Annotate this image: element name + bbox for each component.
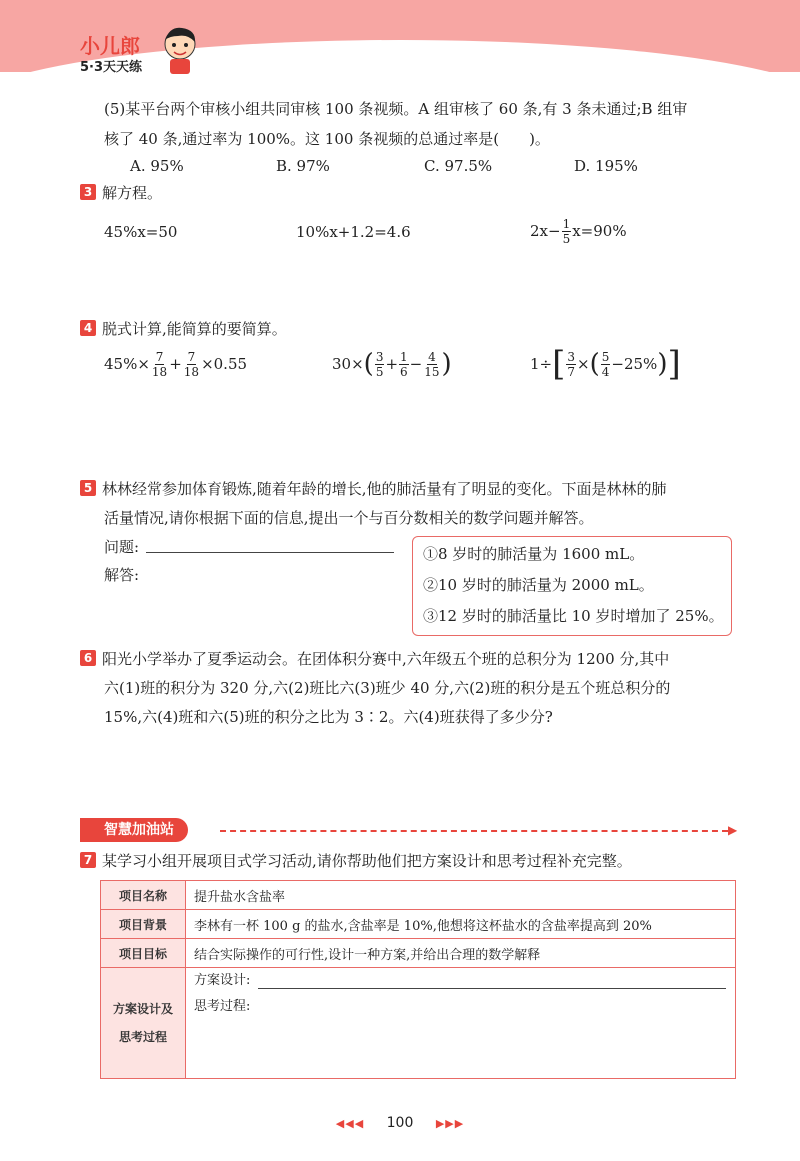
q6-line3: 15%,六(4)班和六(5)班的积分之比为 3∶2。六(4)班获得了多少分? xyxy=(104,708,553,726)
q6-line2: 六(1)班的积分为 320 分,六(2)班比六(3)班少 40 分,六(2)班的积分是五个班总积分的 xyxy=(104,679,671,697)
e3-n1: 3 xyxy=(567,349,576,364)
row-label: 项目背景 xyxy=(101,910,186,939)
table-row xyxy=(101,968,736,1079)
banner-dash-line xyxy=(220,830,728,832)
info-item-3: ③12 岁时的肺活量比 10 岁时增加了 25%。 xyxy=(423,607,724,625)
e3-lbracket: [ xyxy=(552,344,566,384)
eq3-fraction xyxy=(562,217,572,246)
left-arrows-icon: ◀◀◀ xyxy=(335,1117,365,1130)
q3-eq3 xyxy=(530,214,627,248)
q7-heading xyxy=(80,846,632,876)
eq3-pre: 2x− xyxy=(530,222,561,240)
info-item-2: ②10 岁时的肺活量为 2000 mL。 xyxy=(423,576,654,594)
question-blank-line[interactable] xyxy=(146,552,394,553)
e3-n2: 5 xyxy=(601,349,610,364)
page-number: 100 xyxy=(386,1115,414,1131)
e3-minus: −25% xyxy=(611,355,658,373)
row-label: 项目目标 xyxy=(101,939,186,968)
e1-n1: 7 xyxy=(155,349,164,364)
design-cell[interactable] xyxy=(186,968,736,1079)
e2-d3: 15 xyxy=(424,364,440,379)
q5-part-line1: (5)某平台两个审核小组共同审核 100 条视频。A 组审核了 60 条,有 3 条未通过;B 组审 xyxy=(104,100,688,118)
e3-d1: 7 xyxy=(567,364,576,379)
e2-rparen: ) xyxy=(441,349,452,379)
e1-plus: + xyxy=(169,355,182,373)
q6-number: 6 xyxy=(80,650,96,666)
e3-frac1 xyxy=(566,350,576,379)
e3-frac2 xyxy=(601,350,611,379)
row-label-design xyxy=(101,968,186,1079)
e2-frac2 xyxy=(399,350,409,379)
q4-expr2 xyxy=(332,346,452,382)
eq3-den: 5 xyxy=(562,231,571,246)
option-b: B. 97% xyxy=(276,157,330,175)
e3-rbracket: ] xyxy=(667,344,681,384)
q6-text1: 阳光小学举办了夏季运动会。在团体积分赛中,六年级五个班的总积分为 1200 分,其中 xyxy=(102,650,670,668)
q4-heading xyxy=(80,314,287,344)
page-footer xyxy=(0,1115,800,1131)
q5-part-line2: 核了 40 条,通过率为 100%。这 100 条视频的总通过率是( )。 xyxy=(104,130,550,148)
design-blank-line[interactable] xyxy=(258,988,726,989)
q5-number: 5 xyxy=(80,480,96,496)
right-arrows-icon: ▶▶▶ xyxy=(435,1117,465,1130)
info-box xyxy=(412,536,732,636)
q7-number: 7 xyxy=(80,852,96,868)
q4-expr3 xyxy=(530,344,681,384)
e2-n2: 1 xyxy=(400,349,408,364)
design-label: 方案设计: xyxy=(194,973,251,988)
q3-number: 3 xyxy=(80,184,96,200)
q5-line1 xyxy=(80,474,667,504)
e2-plus: + xyxy=(385,355,399,373)
e2-d1: 5 xyxy=(375,364,384,379)
option-c: C. 97.5% xyxy=(424,157,493,175)
e2-lparen: ( xyxy=(363,349,374,379)
e1-frac2 xyxy=(183,350,200,379)
answer-label: 解答: xyxy=(104,566,140,584)
q4-expr1 xyxy=(104,346,247,382)
row-value: 结合实际操作的可行性,设计一种方案,并给出合理的数学解释 xyxy=(186,939,736,968)
wisdom-banner xyxy=(80,818,188,842)
e1-d1: 18 xyxy=(151,364,168,379)
row-value: 李林有一杯 100 g 的盐水,含盐率是 10%,他想将这杯盐水的含盐率提高到 20% xyxy=(186,910,736,939)
table-row xyxy=(101,881,736,910)
brand-subtitle: 5·3天天练 xyxy=(80,60,143,75)
e3-lparen: ( xyxy=(589,349,600,379)
eq3-post: x=90% xyxy=(572,222,627,240)
question-label: 问题: xyxy=(104,538,140,556)
e1-frac1 xyxy=(151,350,168,379)
e2-n3: 4 xyxy=(428,349,436,364)
row-value: 提升盐水含盐率 xyxy=(186,881,736,910)
e2-frac3 xyxy=(423,350,440,379)
e1-d2: 18 xyxy=(183,364,200,379)
e2-frac1 xyxy=(375,350,385,379)
q3-eq1: 45%x=50 xyxy=(104,223,178,241)
option-d: D. 195% xyxy=(574,157,638,175)
q7-title: 某学习小组开展项目式学习活动,请你帮助他们把方案设计和思考过程补充完整。 xyxy=(102,852,632,870)
design-label-line2: 思考过程 xyxy=(118,1030,167,1044)
banner-arrow-icon: ▶ xyxy=(728,823,738,837)
e2-a: 30× xyxy=(332,355,364,373)
q3-heading xyxy=(80,178,162,208)
e2-minus: − xyxy=(409,355,423,373)
brand-title: 小儿郎 xyxy=(80,34,140,58)
e1-a: 45%× xyxy=(104,355,150,373)
table-row xyxy=(101,939,736,968)
table-row xyxy=(101,910,736,939)
info-item-1: ①8 岁时的肺活量为 1600 mL。 xyxy=(423,545,645,563)
e3-times: × xyxy=(577,355,590,373)
e2-n1: 3 xyxy=(375,349,384,364)
e1-b: ×0.55 xyxy=(201,355,248,373)
e1-n2: 7 xyxy=(187,349,196,364)
q3-eq2: 10%x+1.2=4.6 xyxy=(296,223,411,241)
q4-number: 4 xyxy=(80,320,96,336)
mascot-icon xyxy=(160,24,200,76)
banner-label: 智慧加油站 xyxy=(104,822,174,838)
q4-title: 脱式计算,能简算的要简算。 xyxy=(102,320,287,338)
thinking-label: 思考过程: xyxy=(194,999,251,1014)
row-label: 项目名称 xyxy=(101,881,186,910)
e3-d2: 4 xyxy=(601,364,610,379)
design-label-line1: 方案设计及 xyxy=(112,1002,173,1016)
q5-text1: 林林经常参加体育锻炼,随着年龄的增长,他的肺活量有了明显的变化。下面是林林的肺 xyxy=(102,480,667,498)
project-table xyxy=(100,880,736,1079)
e2-d2: 6 xyxy=(400,364,408,379)
q3-title: 解方程。 xyxy=(102,184,163,202)
e3-rparen: ) xyxy=(657,349,668,379)
q5-line2: 活量情况,请你根据下面的信息,提出一个与百分数相关的数学问题并解答。 xyxy=(104,509,594,527)
q6-line1 xyxy=(80,644,669,674)
eq3-num: 1 xyxy=(562,216,571,231)
e3-a: 1÷ xyxy=(530,355,553,373)
option-a: A. 95% xyxy=(130,157,184,175)
